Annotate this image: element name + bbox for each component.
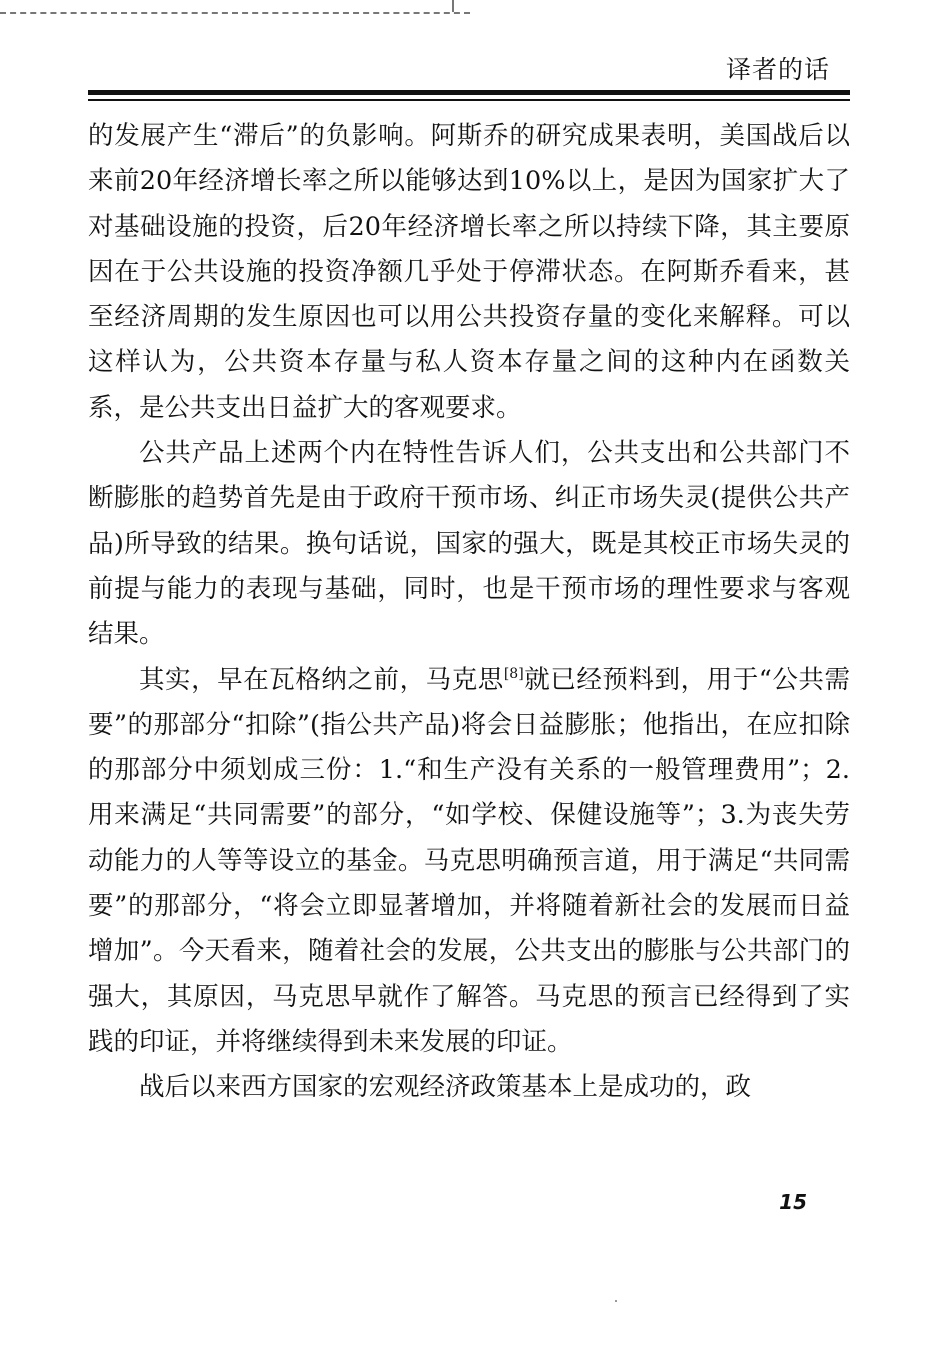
paragraph-1: 的发展产生“滞后”的负影响。阿斯乔的研究成果表明，美国战后以来前20年经济增长率之所以能够达到10%以上，是因为国家扩大了对基础设施的投资，后20年经济增长率之所以持续下降，其主要原因在于公共设施的投资净额几乎处于停滞状态。在阿斯乔看来，甚至经济周期的发生原因也可以用公共投资存量的变化来解释。可以这样认为，公共资本存量与私人资本存量之间的这种内在函数关系，是公共支出日益扩大的客观要求。 [88,121,850,423]
footnote-marker: [8] [503,665,524,682]
body-text [88,114,850,1111]
scan-dash-tick [452,0,456,12]
scan-dash-line [0,12,470,14]
header-rule-thin [88,99,850,101]
header-rule-thick [88,90,850,95]
paragraph-2: 公共产品上述两个内在特性告诉人们，公共支出和公共部门不断膨胀的趋势首先是由于政府干预市场、纠正市场失灵(提供公共产品)所导致的结果。换句话说，国家的强大，既是其校正市场失灵的前提与能力的表现与基础，同时，也是干预市场的理性要求与客观结果。 [88,438,850,650]
running-header-title: 译者的话 [725,55,830,84]
paragraph-4: 战后以来西方国家的宏观经济政策基本上是成功的，政 [139,1072,752,1103]
page-number: 15 [779,1190,807,1214]
paragraph-3-text-before: 其实，早在瓦格纳之前，马克思 [139,664,504,695]
paragraph-3-text-after: 就已经预料到，用于“公共需要”的那部分“扣除”(指公共产品)将会日益膨胀；他指出，在应扣除的那部分中须划成三份：1.“和生产没有关系的一般管理费用”；2.用来满足“共同需要”的部分，“如学校、保健设施等”；3.为丧失劳动能力的人等等设立的基金。马克思明确预言道，用于满足“共同需要”的那部分，“将会立即显著增加，并将随着新社会的发展而日益增加”。今天看来，随着社会的发展，公共支出的膨胀与公共部门的强大，其原因，马克思早就作了解答。马克思的预言已经得到了实践的印证，并将继续得到未来发展的印证。 [88,664,850,1057]
scan-speck [615,1300,617,1302]
paragraph-3 [88,658,850,1066]
